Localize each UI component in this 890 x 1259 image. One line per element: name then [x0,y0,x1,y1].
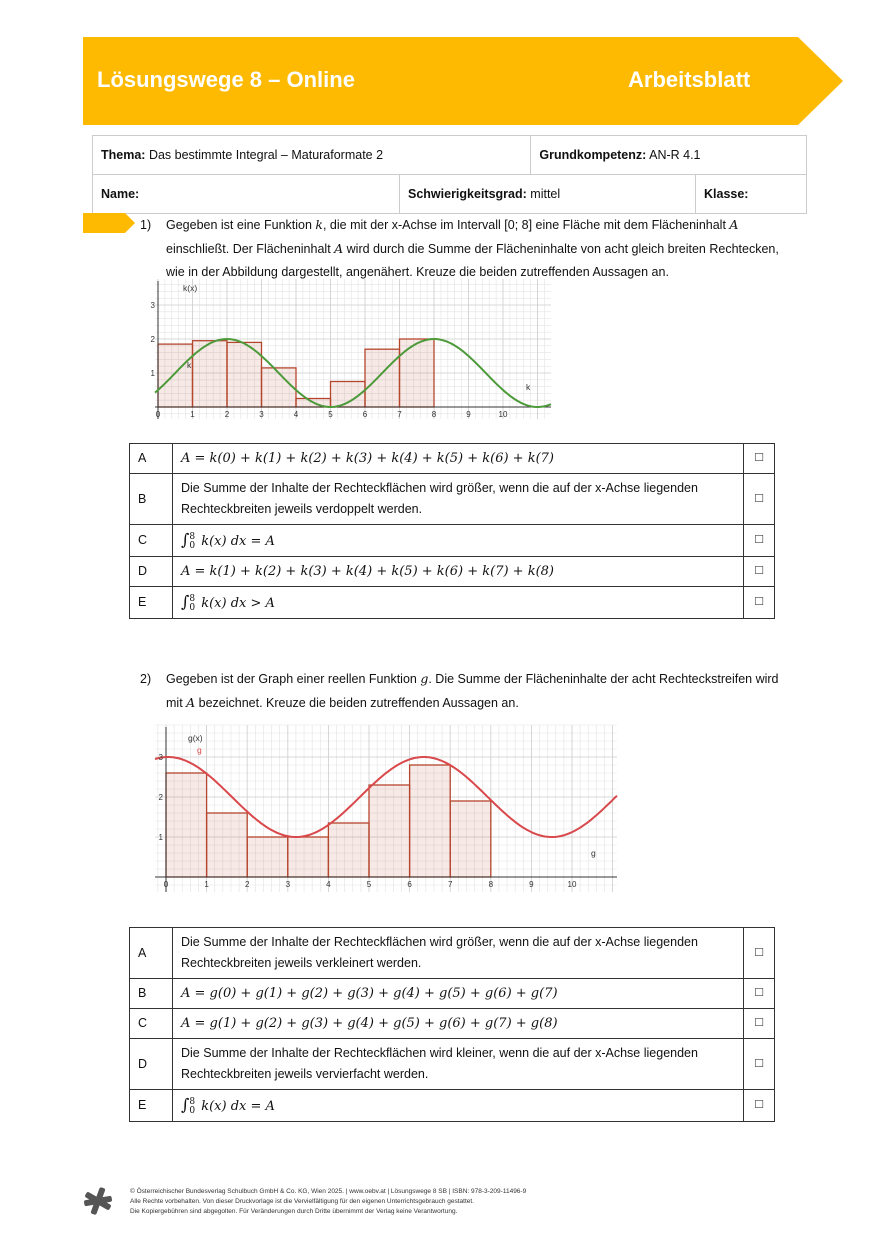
klasse-cell[interactable] [696,175,807,214]
schwierigkeit-label: Schwierigkeitsgrad: [408,187,527,201]
q2-option-b [130,979,775,1009]
option-text [173,587,744,619]
q1-text-c: einschließt. Der Flächeninhalt [166,242,335,256]
y-tick-label: 3 [158,753,163,762]
riemann-rect-4 [328,823,369,877]
answer-checkbox[interactable]: ☐ [744,1090,775,1122]
footer-line-1: © Österreichischer Bundesverlag Schulbuch GmbH & Co. KG, Wien 2025. | www.oebv.at | Lösungswege 8 SB | ISBN: 978-3-209-11496-9 [130,1188,527,1195]
q2-option-d [130,1039,775,1090]
option-formula: A = g(1) + g(2) + g(3) + g(4) + g(5) + g(6) + g(7) + g(8) [181,1016,558,1031]
y-tick-label: 2 [150,335,155,344]
x-tick-label: 0 [163,880,169,889]
riemann-rect-0 [158,344,193,407]
option-formula: A = k(0) + k(1) + k(2) + k(3) + k(4) + k(5) + k(6) + k(7) [181,451,554,466]
x-tick-label: 7 [397,410,402,419]
answer-checkbox[interactable]: ☐ [744,444,775,474]
q1-text-d: wird durch die Summe der Flächeninhalte von acht gleich breiten Rechtecken, [343,242,779,256]
option-text: Die Summe der Inhalte der Rechteckflächen wird kleiner, wenn die auf der x-Achse liegenden Rechteckbreiten jeweils vervierfacht werden. [173,1039,744,1090]
kompetenz-label: Grundkompetenz: [539,148,647,162]
schwierigkeit-value: mittel [530,187,561,201]
q1-text-a: Gegeben ist eine Funktion [166,218,316,232]
q1-text-b: , die mit der x-Achse im Intervall [0; 8] eine Fläche mit dem Flächeninhalt [322,218,730,232]
x-tick-label: 9 [466,410,471,419]
klasse-label: Klasse: [704,187,749,201]
publisher-logo-icon [83,1186,113,1216]
y-tick-label: 3 [150,301,155,310]
answer-checkbox[interactable]: ☐ [744,928,775,979]
q1-option-c [130,525,775,557]
riemann-rect-5 [369,785,410,877]
riemann-rect-6 [410,765,451,877]
q2-var-a: A [186,695,196,710]
q2-text [166,667,806,715]
curve-label: g [197,745,202,755]
y-tick-label: 2 [158,793,163,802]
q2-option-a [130,928,775,979]
x-tick-label: 6 [362,410,368,419]
name-label: Name: [101,187,140,201]
x-tick-label: 9 [529,880,534,889]
q1-var-a: A [729,217,739,232]
riemann-rect-7 [400,339,435,407]
x-tick-label: 8 [488,880,494,889]
x-tick-label: 2 [224,410,230,419]
q1-text [166,213,806,284]
x-tick-label: 1 [190,410,195,419]
option-integral: ∫ 8 0 k(x) dx = A [181,530,275,551]
y-tick-label: 1 [158,833,163,842]
option-letter: A [130,928,173,979]
q1-option-b [130,474,775,525]
x-tick-label: 1 [204,880,209,889]
option-letter: E [130,1090,173,1122]
integral-limits: 8 0 [189,1096,196,1116]
footer-line-2: Alle Rechte vorbehalten. Von dieser Druckvorlage ist die Vervielfältigung für den eigenen Unterrichtsgebrauch gestattet. [130,1198,474,1205]
answer-checkbox[interactable]: ☐ [744,587,775,619]
x-tick-label: 5 [366,880,372,889]
header-banner [83,37,843,125]
thema-cell [93,136,531,175]
x-tick-label: 4 [293,410,299,419]
y-tick-label: 1 [150,369,155,378]
q1-var-a2: A [334,241,344,256]
option-letter: C [130,525,173,557]
q2-var-g: g [420,671,429,686]
q1-var-k: k [315,217,323,232]
integral-limits: 8 0 [189,531,196,551]
q2-text-d: bezeichnet. Kreuze die beiden zutreffenden Aussagen an. [195,696,519,710]
banner-title: Lösungswege 8 – Online [97,67,355,92]
q2-options-table [129,927,775,1122]
option-text [173,1009,744,1039]
schwierigkeit-cell [400,175,696,214]
integral-sign: ∫ [181,530,190,549]
curve-label-2: g [591,848,596,858]
option-text [173,444,744,474]
option-text [173,979,744,1009]
x-tick-label: 8 [431,410,437,419]
option-formula: A = g(0) + g(1) + g(2) + g(3) + g(4) + g(5) + g(6) + g(7) [181,986,558,1001]
kompetenz-cell [531,136,807,175]
q2-option-c [130,1009,775,1039]
q1-options-table [129,443,775,619]
x-tick-label: 3 [259,410,264,419]
curve-label-2: k [526,382,531,392]
riemann-rect-7 [450,801,491,877]
option-letter: C [130,1009,173,1039]
q1-option-e [130,587,775,619]
option-text: Die Summe der Inhalte der Rechteckflächen wird größer, wenn die auf der x-Achse liegenden Rechteckbreiten jeweils verdoppelt werden. [173,474,744,525]
option-text [173,525,744,557]
curve-label: k [187,360,192,370]
riemann-rect-2 [247,837,288,877]
x-tick-label: 2 [244,880,250,889]
option-integral: ∫ 8 0 k(x) dx > A [181,592,275,613]
kompetenz-value: AN-R 4.1 [649,148,701,162]
x-tick-label: 5 [328,410,333,419]
name-cell[interactable] [93,175,400,214]
q2-number: 2) [140,672,152,686]
q1-text-e: wie in der Abbildung dargestellt, angenähert. Kreuze die beiden zutreffenden Aussagen an. [166,265,669,279]
x-tick-label: 0 [155,410,161,419]
option-letter: E [130,587,173,619]
option-text: Die Summe der Inhalte der Rechteckflächen wird größer, wenn die auf der x-Achse liegenden Rechteckbreiten jeweils verkleinert werden. [173,928,744,979]
thema-label: Thema: [101,148,146,162]
option-text [173,557,744,587]
q2-option-e [130,1090,775,1122]
answer-checkbox[interactable]: ☐ [744,979,775,1009]
option-integral: ∫ 8 0 k(x) dx = A [181,1095,275,1116]
q2-text-c: mit [166,696,187,710]
info-table [92,135,807,214]
q2-text-a: Gegeben ist der Graph einer reellen Funktion [166,672,421,686]
x-tick-label: 7 [447,880,453,889]
q2-graph [155,725,617,892]
riemann-rect-3 [288,837,329,877]
integral-sign: ∫ [181,1095,190,1114]
option-letter: D [130,557,173,587]
answer-checkbox[interactable]: ☐ [744,1009,775,1039]
x-tick-label: 3 [285,880,291,889]
integral-limits: 8 0 [189,593,196,613]
x-tick-label: 6 [407,880,412,889]
option-letter: A [130,444,173,474]
x-tick-label: 10 [498,410,508,419]
q1-option-d [130,557,775,587]
answer-checkbox[interactable]: ☐ [744,525,775,557]
answer-checkbox[interactable]: ☐ [744,1039,775,1090]
riemann-rect-6 [365,349,400,407]
option-text [173,1090,744,1122]
option-letter: B [130,474,173,525]
riemann-rect-0 [166,773,207,877]
q1-graph [150,279,551,419]
x-tick-label: 10 [567,880,577,889]
y-axis-label: k(x) [183,283,198,293]
footer [130,1187,526,1217]
thema-value: Das bestimmte Integral – Maturaformate 2 [148,148,384,162]
integral-sign: ∫ [181,592,190,611]
answer-checkbox[interactable]: ☐ [744,474,775,525]
option-formula: A = k(1) + k(2) + k(3) + k(4) + k(5) + k(6) + k(7) + k(8) [181,564,554,579]
question-arrow-icon [83,213,135,233]
riemann-rect-1 [207,813,248,877]
q2-text-b: . Die Summe der Flächeninhalte der acht Rechteckstreifen wird [428,672,779,686]
answer-checkbox[interactable]: ☐ [744,557,775,587]
option-letter: D [130,1039,173,1090]
x-tick-label: 4 [326,880,331,889]
q1-number: 1) [140,218,152,232]
banner-doc-type: Arbeitsblatt [628,67,751,92]
footer-line-3: Die Kopiergebühren sind abgegolten. Für Veränderungen durch Dritte übernimmt der Verlag keine Verantwortung. [130,1208,458,1215]
option-letter: B [130,979,173,1009]
y-axis-label: g(x) [188,733,203,743]
q1-option-a [130,444,775,474]
